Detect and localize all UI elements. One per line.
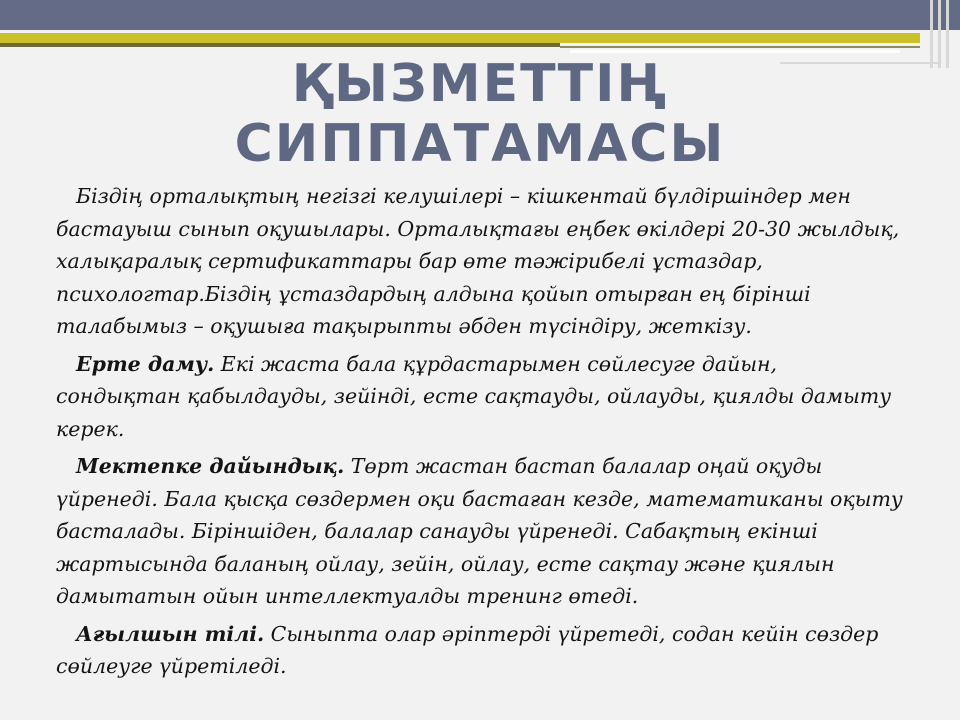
corner-bar [930, 0, 933, 68]
paragraph-heading: Ерте даму. [76, 351, 215, 376]
paragraph-text: Төрт жастан бастап балалар оңай оқуды үйренеді. Бала қысқа сөздермен оқи бастаған кезде, математиканы оқыту басталады. Біріншіден, балалар санауды үйренеді. Сабақтың екінші жартысында баланың ойлау, зейін, ойлау, есте сақтау және қиялын дамытатын ойын интеллектуалды тренинг өтеді. [56, 454, 903, 608]
paragraph-text: Екі жаста бала құрдастарымен сөйлесуге дайын, сондықтан қабылдауды, зейінді, есте сақтауды, ойлауды, қиялды дамыту керек. [56, 351, 892, 441]
paragraph-heading: Мектепке дайындық. [76, 454, 345, 478]
paragraph-early-development [56, 348, 906, 446]
paragraph-text: Сыныпта олар әріптерді үйретеді, содан кейін сөздер сөйлеуге үйретіледі. [56, 621, 879, 678]
header-thin-line [560, 46, 920, 48]
paragraph-school-preparation [56, 450, 906, 613]
paragraph-english [56, 618, 906, 683]
header-highlight-line-2 [780, 62, 940, 64]
slide-body [56, 180, 906, 688]
slide-title-line-2: СИППАТАМАСЫ [234, 114, 726, 174]
header-highlight-line [570, 50, 900, 53]
header-accent-line [0, 33, 920, 43]
header-accent-dark-line [0, 43, 560, 47]
paragraph-text: Біздің орталықтың негізгі келушілері – кішкентай бүлдіршіндер мен бастауыш сынып оқушылары. Орталықтағы еңбек өкілдері 20-30 жылдық, халықаралық сертификаттары бар өте тәжірибелі ұстаздар, психологтар.Біздің ұстаздардың алдына қойып отырған ең бірінші талабымыз – оқушыға тақырыпты әбден түсіндіру, жеткізу. [56, 184, 900, 338]
paragraph-heading: Ағылшын тілі. [76, 621, 265, 646]
slide-title [180, 54, 780, 174]
corner-bar [938, 0, 941, 68]
corner-bar [946, 0, 949, 68]
slide-title-line-1: ҚЫЗМЕТТІҢ [291, 54, 669, 114]
header-band [0, 0, 960, 30]
paragraph-intro [56, 180, 906, 343]
